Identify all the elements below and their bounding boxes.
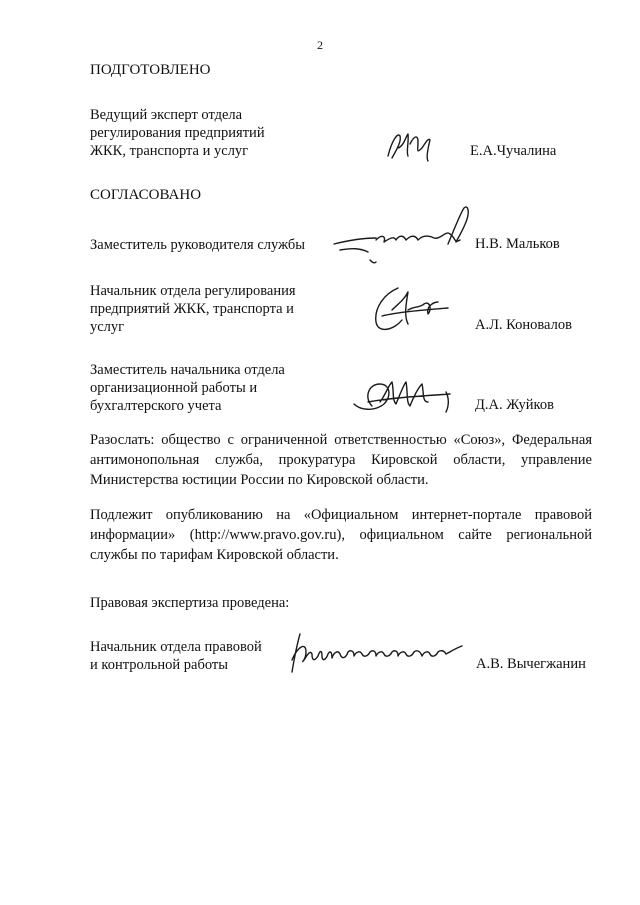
- page-number: 2: [317, 38, 323, 52]
- prepared-heading: ПОДГОТОВЛЕНО: [90, 62, 211, 78]
- prepared-position: Ведущий эксперт отдела регулирования предприятий ЖКК, транспорта и услуг: [90, 107, 265, 159]
- signer-position: Заместитель руководителя службы: [90, 237, 306, 253]
- signature-konovalov: [368, 280, 458, 340]
- prepared-name: Е.А.Чучалина: [470, 143, 557, 159]
- agreed-heading: СОГЛАСОВАНО: [90, 187, 202, 203]
- distribution-paragraph: [90, 430, 592, 490]
- signer-name: Д.А. Жуйков: [475, 397, 554, 413]
- signer-name: Н.В. Мальков: [475, 236, 560, 252]
- signer-position: Начальник отдела регулирования предприятий ЖКК, транспорта и услуг: [90, 283, 296, 335]
- signature-vychegzhanin: [286, 630, 466, 676]
- signature-zhuikov: [350, 372, 464, 420]
- signature-malkov: [330, 200, 490, 272]
- signer-name: А.Л. Коновалов: [475, 317, 572, 333]
- legal-review-note: Правовая экспертиза проведена:: [90, 595, 290, 611]
- distribution-text: Разослать: общество с ограниченной ответственностью «Союз», Федеральная антимонопольная служба, прокуратура Кировской области, управление Министерства юстиции России по Кировской области.: [90, 432, 592, 488]
- signature-chuchalina: [382, 128, 444, 164]
- publication-text: Подлежит опубликованию на «Официальном интернет-портале правовой информации» (http://www.pravo.gov.ru), официальном сайте региональной службы по тарифам Кировской области.: [90, 507, 592, 563]
- legal-name: А.В. Вычегжанин: [476, 656, 586, 672]
- publication-paragraph: [90, 505, 592, 565]
- signer-position: Заместитель начальника отдела организационной работы и бухгалтерского учета: [90, 362, 285, 414]
- legal-position: Начальник отдела правовой и контрольной работы: [90, 639, 262, 673]
